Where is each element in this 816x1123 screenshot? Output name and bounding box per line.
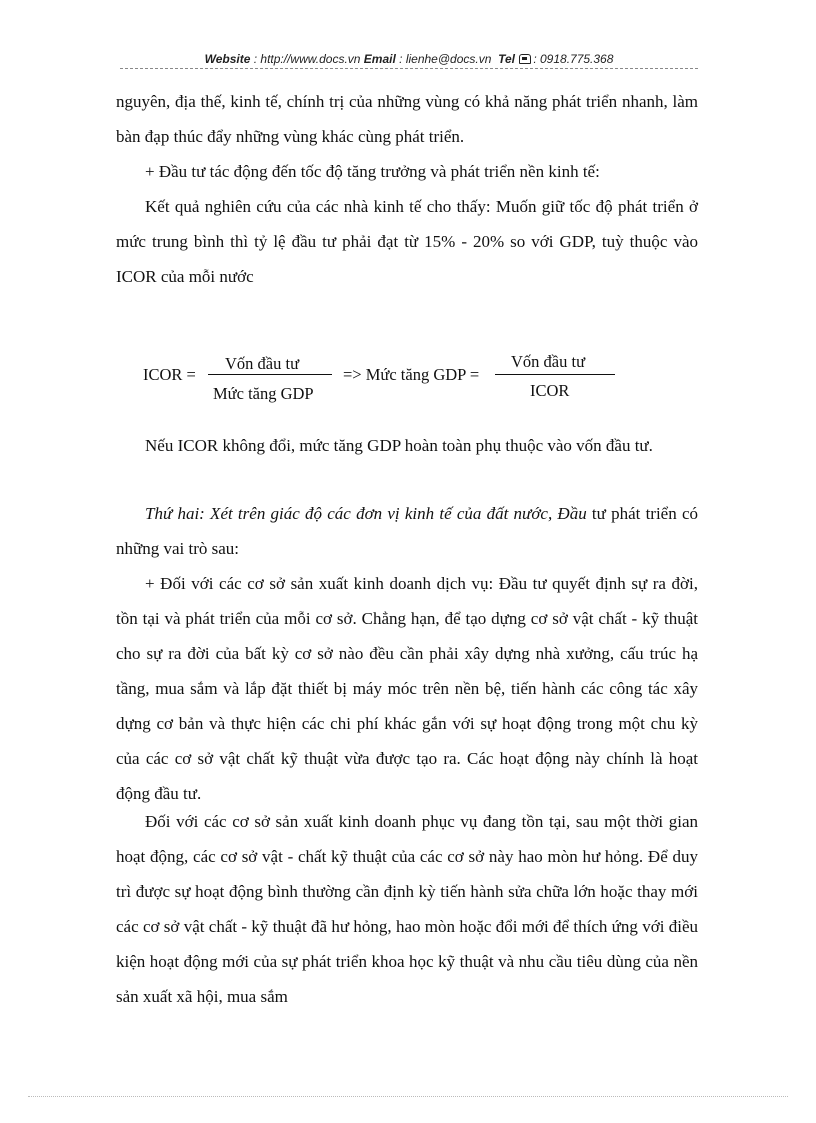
- website-url[interactable]: http://www.docs.vn: [260, 52, 361, 66]
- tel-value: : 0918.775.368: [533, 52, 614, 66]
- icor-formula: [143, 348, 643, 408]
- formula-arrow: => Mức tăng GDP =: [343, 365, 480, 384]
- paragraph-5-text: [116, 496, 698, 566]
- header-divider: [120, 68, 698, 69]
- formula-denominator-1: Mức tăng GDP: [213, 384, 314, 403]
- email-label: Email: [363, 52, 396, 66]
- email-sep: :: [395, 52, 406, 66]
- email-value[interactable]: lienhe@docs.vn: [405, 52, 492, 66]
- paragraph-1: [116, 84, 698, 154]
- paragraph-2: [116, 154, 698, 189]
- website-label: Website: [204, 52, 251, 66]
- phone-icon: [519, 54, 531, 64]
- formula-numerator-1: Vốn đầu tư: [225, 354, 300, 373]
- website-sep: :: [250, 52, 261, 66]
- paragraph-7: [116, 804, 698, 1014]
- paragraph-4: [116, 428, 698, 463]
- paragraph-5: [116, 496, 698, 566]
- paragraph-2-text: + Đầu tư tác động đến tốc độ tăng trưởng và phát triển nền kinh tế:: [145, 162, 600, 181]
- fraction-bar-1: [208, 374, 332, 375]
- paragraph-7-text: Đối với các cơ sở sản xuất kinh doanh phục vụ đang tồn tại, sau một thời gian hoạt động, các cơ sở vật - chất kỹ thuật của các cơ sở này hao mòn hư hỏng. Để duy trì được sự hoạt động bình thường cần định kỳ tiến hành sửa chữa lớn hoặc thay mới các cơ sở vật chất - kỹ thuật đã hư hỏng, hao mòn hoặc đổi mới để thích ứng với điều kiện hoạt động mới của sự phát triển khoa học kỹ thuật và nhu cầu tiêu dùng của nền sản xuất xã hội, mua sắm: [116, 812, 698, 1006]
- page-header: [120, 52, 698, 66]
- formula-denominator-2: ICOR: [530, 381, 570, 400]
- paragraph-3: [116, 189, 698, 294]
- formula-lhs: ICOR =: [143, 365, 196, 384]
- tel-label: Tel: [498, 52, 515, 66]
- paragraph-5-italic: Thứ hai: Xét trên giác độ các đơn vị kinh tế của đất nước, Đầu: [145, 504, 587, 523]
- footer-divider: [28, 1096, 788, 1097]
- paragraph-5-rest: tư phát triển có những vai trò sau:: [116, 504, 698, 558]
- formula-numerator-2: Vốn đầu tư: [511, 352, 586, 371]
- paragraph-6-text: + Đối với các cơ sở sản xuất kinh doanh dịch vụ: Đầu tư quyết định sự ra đời, tồn tại và phát triển của mỗi cơ sở. Chẳng hạn, để tạo dựng cơ sở vật chất - kỹ thuật cho sự ra đời của bất kỳ cơ sở nào đều cần phải xây dựng nhà xưởng, cấu trúc hạ tầng, mua sắm và lắp đặt thiết bị máy móc trên nền bệ, tiến hành các công tác xây dựng cơ bản và thực hiện các chi phí khác gắn với sự hoạt động trong một chu kỳ của các cơ sở vật chất kỹ thuật vừa được tạo ra. Các hoạt động này chính là hoạt động đầu tư.: [116, 574, 698, 803]
- paragraph-6: [116, 566, 698, 811]
- paragraph-1-text: nguyên, địa thế, kinh tế, chính trị của những vùng có khả năng phát triển nhanh, làm bàn đạp thúc đẩy những vùng khác cùng phát triển.: [116, 92, 698, 146]
- paragraph-3-text: Kết quả nghiên cứu của các nhà kinh tế cho thấy: Muốn giữ tốc độ phát triển ở mức trung bình thì tỷ lệ đầu tư phải đạt từ 15% - 20% so với GDP, tuỳ thuộc vào ICOR của mỗi nước: [116, 197, 698, 286]
- fraction-bar-2: [495, 374, 615, 375]
- paragraph-4-text: Nếu ICOR không đổi, mức tăng GDP hoàn toàn phụ thuộc vào vốn đầu tư.: [145, 436, 653, 455]
